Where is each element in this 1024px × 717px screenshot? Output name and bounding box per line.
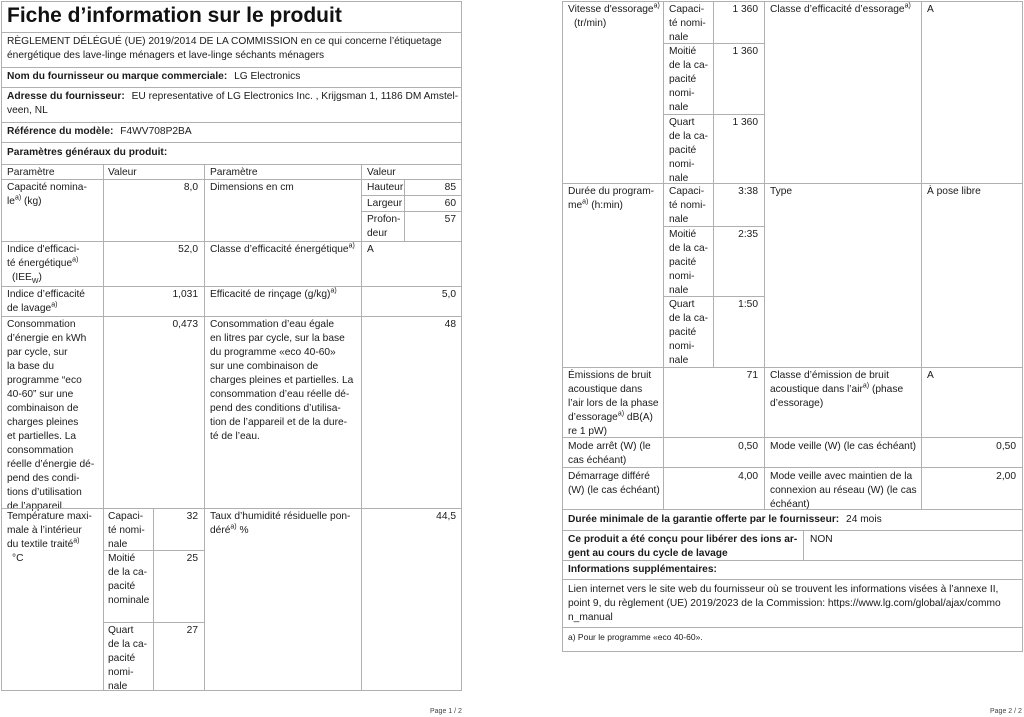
silver-ions-value: NON <box>810 534 833 545</box>
dim-depth-label: Profon- <box>367 214 401 225</box>
energy-value: 0,473 <box>172 319 198 330</box>
spin-sublabel-line: nale <box>669 32 689 43</box>
temp-subvalue: 27 <box>186 625 198 636</box>
duration-sublabel-line: Capaci- <box>669 186 705 197</box>
dim-height-value: 85 <box>444 182 456 193</box>
temp-label-2: male à l’intérieur <box>7 525 82 536</box>
moisture-label: Taux d’humidité résiduelle pon- <box>210 511 351 522</box>
duration-sublabel-line: nomi- <box>669 341 695 352</box>
standby-label: Mode veille (W) (le cas échéant) <box>770 441 917 452</box>
spin-sublabel-line: Quart <box>669 117 695 128</box>
spin-sublabel-line: té nomi- <box>669 18 706 29</box>
temp-sublabel-line: pacité <box>108 653 136 664</box>
spin-class-label: Classe d’efficacité d’essorage$^{a)}$ <box>770 2 911 15</box>
wash-index-value: 1,031 <box>172 289 198 300</box>
duration-subvalue: 2:35 <box>738 229 758 240</box>
water-consumption-line: en litres par cycle, sur la base <box>210 333 345 344</box>
duration-subvalue: 1:50 <box>738 299 758 310</box>
eei-label: Indice d'efficaci- <box>7 244 80 255</box>
dim-depth-value: 57 <box>444 214 456 225</box>
web-link-line-1: Lien internet vers le site web du fournisseur où se trouvent les informations visées à l’annexe II, <box>568 584 999 595</box>
col-header-param-2: Paramètre <box>210 167 258 178</box>
spin-class-value: A <box>927 4 934 15</box>
silver-ions-label: Ce produit a été conçu pour libérer des ions ar- <box>568 534 798 545</box>
energy-consumption-line: 40-60” sur une <box>7 389 74 400</box>
dimensions-label: Dimensions en cm <box>210 182 294 193</box>
duration-label: Durée du program- <box>568 186 655 197</box>
page-2 <box>512 0 1024 717</box>
noise-line: Émissions de bruit <box>568 370 652 381</box>
noise-class-label: Classe d’émission de bruit <box>770 370 889 381</box>
dim-width-label: Largeur <box>367 198 403 209</box>
delay-label: Démarrage différé <box>568 471 650 482</box>
footnote: a) Pour le programme «eco 40-60». <box>568 632 703 642</box>
temp-sublabel-line: té nomi- <box>108 525 145 536</box>
duration-sublabel-line: de la ca- <box>669 243 709 254</box>
noise-class-value: A <box>927 370 934 381</box>
spin-sublabel-line: nale <box>669 173 689 184</box>
water-consumption-line: sur une combinaison de <box>210 361 319 372</box>
standby-value: 0,50 <box>996 441 1016 452</box>
spin-subvalue: 1 360 <box>732 117 758 128</box>
noise-class-label-2: acoustique dans l’air$^{a)}$ (phase <box>770 382 904 395</box>
noise-class-label-3: d’essorage) <box>770 398 824 409</box>
duration-sublabel-line: de la ca- <box>669 313 709 324</box>
supplier-label: Nom du fournisseur ou marque commerciale: <box>7 71 228 82</box>
spin-sublabel-line: de la ca- <box>669 131 709 142</box>
delay-label-2: (W) (le cas échéant) <box>568 485 660 496</box>
eei-label-3: $(IEE_W)$ <box>12 272 42 286</box>
net-standby-label-3: échéant) <box>770 499 810 510</box>
off-mode-value: 0,50 <box>738 441 758 452</box>
supplier-row <box>7 70 300 84</box>
temp-label: Température maxi- <box>7 511 92 522</box>
temp-subvalue: 25 <box>186 553 198 564</box>
duration-sublabel-line: nale <box>669 214 689 225</box>
moisture-label-2: déré$^{a)}$ % <box>210 523 249 536</box>
energy-consumption-line: d’énergie en kWh <box>7 333 87 344</box>
energy-class-label: Classe d’efficacité énergétique$^{a)}$ <box>210 242 355 255</box>
energy-consumption-line: charges pleines <box>7 417 79 428</box>
energy-consumption-line: programme “eco <box>7 375 82 386</box>
temp-subvalue: 32 <box>186 511 198 522</box>
spin-subvalue: 1 360 <box>732 4 758 15</box>
temp-sublabel-line: nale <box>108 681 128 692</box>
capacity-label-2: $le^{a)}$ (kg) <box>7 194 42 207</box>
col-header-value-2: Valeur <box>367 167 396 178</box>
temp-sublabel-line: de la ca- <box>108 639 148 650</box>
web-link-line-3: n_manual <box>568 612 613 623</box>
water-consumption-line: consommation d’eau réelle dé- <box>210 389 350 400</box>
noise-line: l’air lors de la phase <box>568 398 659 409</box>
spin-label: Vitesse d'essorage$^{a)}$ <box>568 2 660 15</box>
spin-subvalue: 1 360 <box>732 46 758 57</box>
water-consumption-line: Consommation d’eau égale <box>210 319 335 330</box>
dim-height-label: Hauteur <box>367 182 404 193</box>
model-row <box>7 125 192 139</box>
water-consumption-line: pend des conditions d’utilisa- <box>210 403 341 414</box>
energy-consumption-line: réelle d’énergie dé- <box>7 459 95 470</box>
spin-sublabel-line: nomi- <box>669 159 695 170</box>
regulation-line-2: énergétique des lave-linge ménagers et lave-linge séchants ménagers <box>7 50 325 61</box>
spin-sublabel-line: Capaci- <box>669 4 705 15</box>
energy-consumption-line: tions d’utilisation <box>7 487 82 498</box>
noise-line: acoustique dans <box>568 384 643 395</box>
web-link-line-2: point 9, du règlement (UE) 2019/2023 de la Commission: https://www.lg.com/global/ajax/commo <box>568 598 1001 609</box>
page-number-2: Page 2 / 2 <box>990 708 1022 715</box>
off-mode-label: Mode arrêt (W) (le <box>568 441 651 452</box>
net-standby-label: Mode veille avec maintien de la <box>770 471 913 482</box>
energy-class-value: A <box>367 244 374 255</box>
temp-sublabel-line: pacité <box>108 581 136 592</box>
temp-sublabel-line: de la ca- <box>108 567 148 578</box>
energy-consumption-line: consommation <box>7 445 74 456</box>
spin-sublabel-line: pacité <box>669 74 697 85</box>
duration-sublabel-line: Quart <box>669 299 695 310</box>
noise-label-4: d’essorage$^{a)}$ dB(A) <box>568 410 653 423</box>
water-consumption-line: du programme «eco 40-60» <box>210 347 336 358</box>
duration-sublabel-line: nale <box>669 355 689 366</box>
eei-label-2: té énergétique$^{a)}$ <box>7 256 79 269</box>
wash-index-label-2: de lavage$^{a)}$ <box>7 301 58 314</box>
general-params-heading: Paramètres généraux du produit: <box>7 147 168 158</box>
additional-info-heading: Informations supplémentaires: <box>568 564 717 575</box>
dim-depth-label-2: deur <box>367 228 388 239</box>
temp-unit: °C <box>12 553 24 564</box>
page-title: Fiche d’information sur le produit <box>7 4 342 27</box>
warranty-row <box>568 513 882 527</box>
address-row <box>7 90 458 104</box>
col-header-param-1: Paramètre <box>7 167 55 178</box>
moisture-value: 44,5 <box>436 511 456 522</box>
noise-label-5: re 1 pW) <box>568 426 608 437</box>
duration-sublabel-line: Moitié <box>669 229 697 240</box>
energy-consumption-line: la base du <box>7 361 55 372</box>
model-value: F4WV708P2BA <box>120 126 192 137</box>
capacity-label: Capacité nomina- <box>7 182 87 193</box>
capacity-value: 8,0 <box>183 182 198 193</box>
energy-consumption-line: pend des condi- <box>7 473 80 484</box>
temp-sublabel-line: Capaci- <box>108 511 144 522</box>
temp-sublabel-line: nomi- <box>108 667 134 678</box>
spin-sublabel-line: Moitié <box>669 46 697 57</box>
duration-sublabel-line: nomi- <box>669 271 695 282</box>
net-standby-label-2: connexion au réseau (W) (le cas <box>770 485 917 496</box>
duration-label-2: $me^{a)}$ (h:min) <box>568 198 623 211</box>
type-value: À pose libre <box>927 186 981 197</box>
spin-sublabel-line: nale <box>669 102 689 113</box>
energy-consumption-line: de l’appareil. <box>7 501 65 512</box>
noise-value: 71 <box>746 370 758 381</box>
energy-consumption-line: par cycle, sur <box>7 347 68 358</box>
water-consumption-line: té de l’eau. <box>210 431 260 442</box>
temp-sublabel-line: Moitié <box>108 553 136 564</box>
model-label: Référence du modèle: <box>7 126 114 137</box>
energy-consumption-line: combinaison de <box>7 403 79 414</box>
delay-value: 4,00 <box>738 471 758 482</box>
water-consumption-line: charges pleines et partielles. La <box>210 375 354 386</box>
spin-sublabel-line: de la ca- <box>669 60 709 71</box>
energy-consumption-line: et partielles. La <box>7 431 77 442</box>
warranty-value: 24 mois <box>846 514 882 525</box>
wash-index-label: Indice d’efficacité <box>7 289 85 300</box>
address-value: EU representative of LG Electronics Inc. , Krijgsman 1, 1186 DM Amstel- <box>131 91 459 102</box>
temp-label-3: du textile traité$^{a)}$ <box>7 537 80 550</box>
water-consumption-line: tion de l’appareil et de la dure- <box>210 417 348 428</box>
temp-sublabel-line: nale <box>108 539 128 550</box>
energy-consumption-line: Consommation <box>7 319 76 330</box>
regulation-line-1: RÈGLEMENT DÉLÉGUÉ (UE) 2019/2014 DE LA COMMISSION en ce qui concerne l’étiquetage <box>7 36 442 47</box>
water-value: 48 <box>444 319 456 330</box>
address-value-line-2: veen, NL <box>7 105 48 116</box>
warranty-label: Durée minimale de la garantie offerte par le fournisseur: <box>568 514 840 525</box>
temp-sublabel-line: nominale <box>108 595 150 606</box>
duration-subvalue: 3:38 <box>738 186 758 197</box>
temp-sublabel-line: Quart <box>108 625 134 636</box>
supplier-value: LG Electronics <box>234 71 301 82</box>
duration-sublabel-line: té nomi- <box>669 200 706 211</box>
address-label: Adresse du fournisseur: <box>7 91 125 102</box>
eei-value: 52,0 <box>178 244 198 255</box>
dim-width-value: 60 <box>444 198 456 209</box>
page-number-1: Page 1 / 2 <box>430 708 462 715</box>
col-header-value-1: Valeur <box>108 167 137 178</box>
off-mode-label-2: cas échéant) <box>568 455 627 466</box>
rinse-value: 5,0 <box>441 289 456 300</box>
rinse-label: Efficacité de rinçage $(g/kg)^{a)}$ <box>210 287 337 300</box>
spin-sublabel-line: pacité <box>669 145 697 156</box>
net-standby-value: 2,00 <box>996 471 1016 482</box>
duration-sublabel-line: pacité <box>669 327 697 338</box>
type-label: Type <box>770 186 793 197</box>
duration-sublabel-line: pacité <box>669 257 697 268</box>
spin-unit: (tr/min) <box>574 18 607 29</box>
spin-sublabel-line: nomi- <box>669 88 695 99</box>
duration-sublabel-line: nale <box>669 285 689 296</box>
silver-ions-label-2: gent au cours du cycle de lavage <box>568 548 728 559</box>
